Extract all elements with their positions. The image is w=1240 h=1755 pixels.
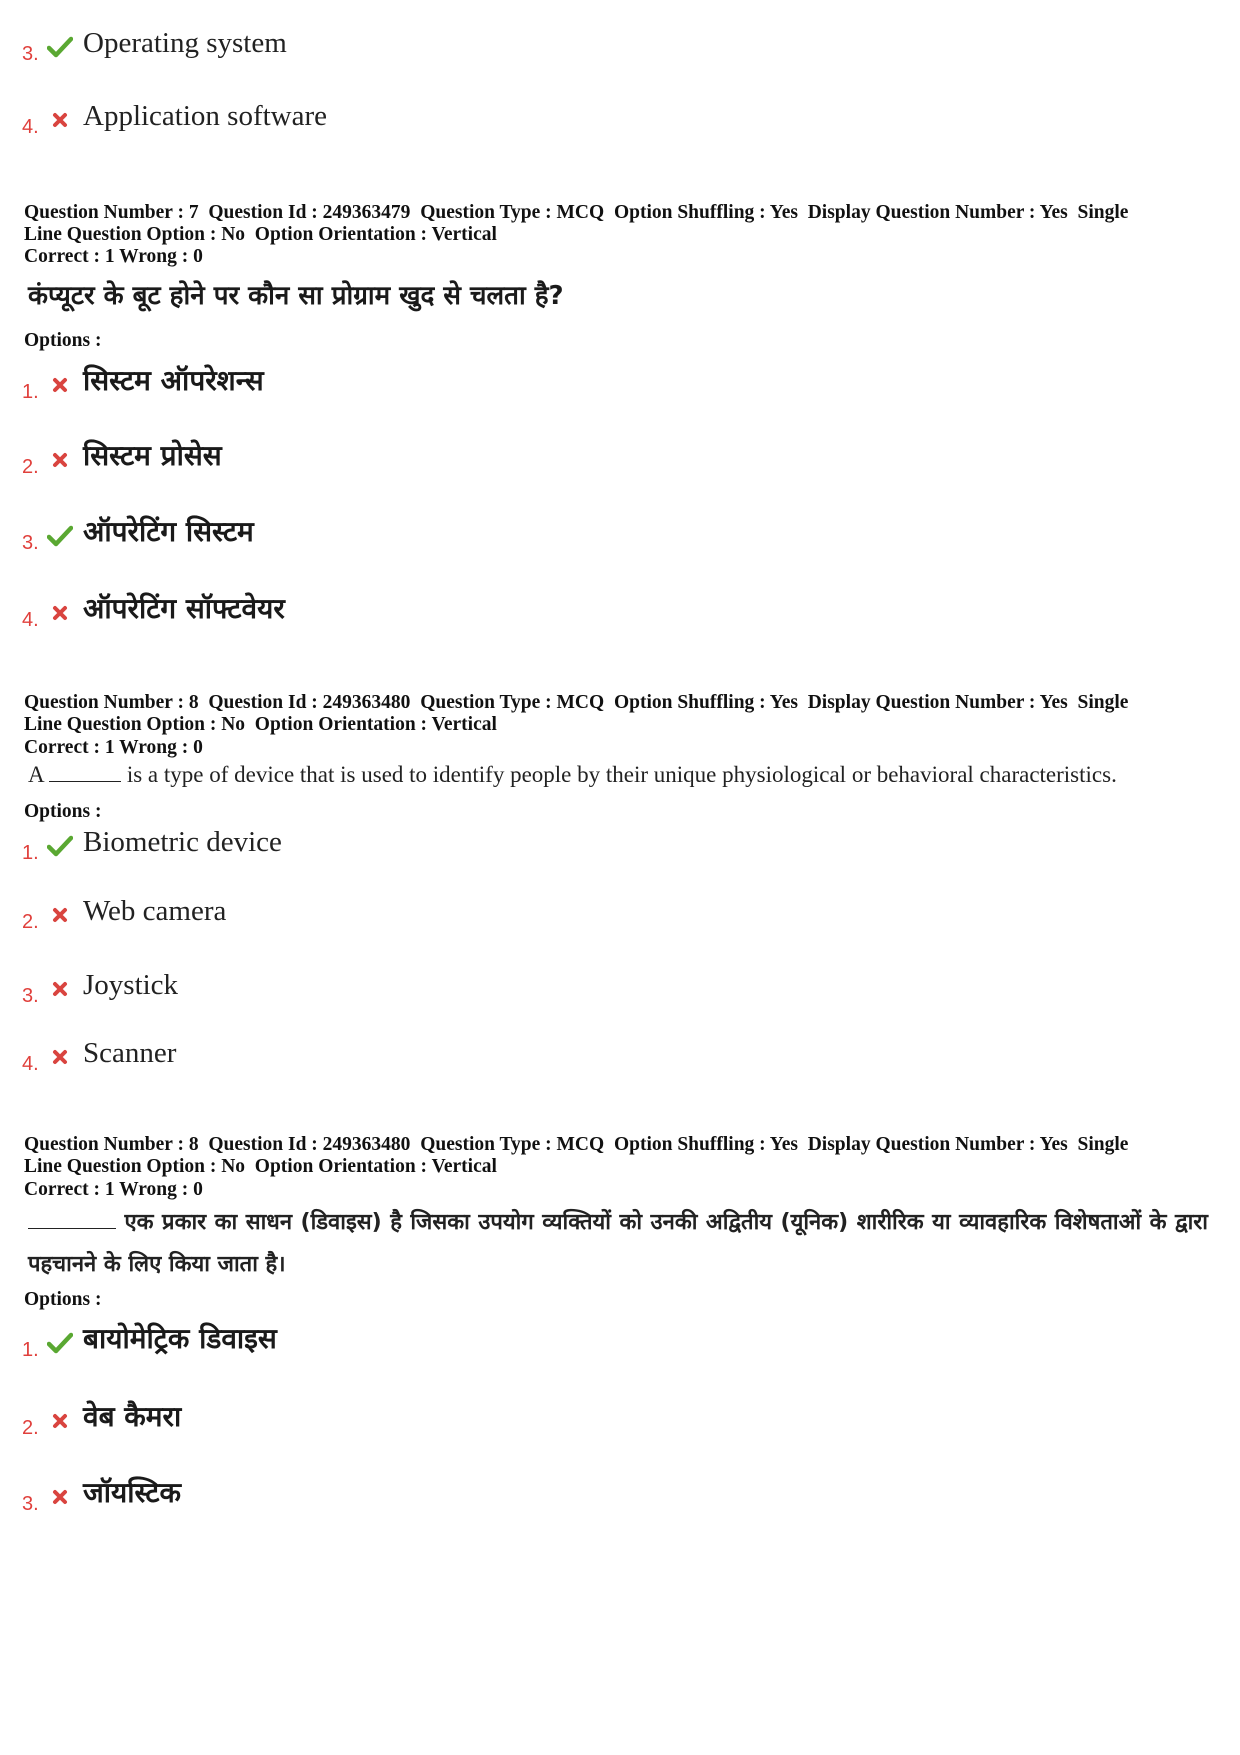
option-text: Operating system: [83, 27, 287, 59]
option-number: 4.: [22, 1053, 39, 1075]
option-row: [22, 437, 222, 477]
option-row: [22, 892, 226, 932]
option-text: ऑपरेटिंग सिस्टम: [83, 515, 254, 548]
question-type: Question Type : MCQ: [420, 1134, 605, 1155]
option-row: [22, 1320, 277, 1360]
question-text-before: A: [28, 762, 44, 787]
option-text: Application software: [83, 100, 328, 132]
question-text-after: is a type of device that is used to identify people by their unique physiological or behavioral characteristics.: [126, 762, 1117, 787]
option-row: [22, 97, 327, 137]
option-text: बायोमेट्रिक डिवाइस: [83, 1322, 277, 1355]
option-number: 3.: [22, 1493, 39, 1515]
option-number: 3.: [22, 532, 39, 554]
question-text-after: एक प्रकार का साधन (डिवाइस) है जिसका उपयोग व्यक्तियों को उनकी अद्वितीय (यूनिक) शारीरिक या व्यावहारिक विशेषताओं के द्वारा पहचानने के लिए किया जाता है।: [28, 1210, 1208, 1277]
option-row: [22, 590, 285, 630]
option-text: Joystick: [83, 969, 179, 1001]
option-number: 1.: [22, 842, 39, 864]
option-row: [22, 24, 287, 64]
option-text: वेब कैमरा: [83, 1400, 182, 1433]
question-id: Question Id : 249363480: [208, 692, 411, 713]
option-row: [22, 1034, 176, 1074]
answer-blank: [49, 763, 121, 782]
question-meta: [24, 692, 1220, 736]
option-shuffling: Option Shuffling : Yes: [613, 1134, 798, 1155]
options-label: Options :: [24, 330, 102, 351]
check-icon: [47, 525, 73, 547]
cross-icon: [47, 978, 73, 1000]
question-number: Question Number : 8: [24, 1134, 199, 1155]
display-question-number: Display Question Number : Yes: [807, 202, 1068, 223]
option-text: Biometric device: [83, 826, 282, 858]
option-text: Web camera: [83, 895, 227, 927]
option-number: 1.: [22, 381, 39, 403]
option-text: जॉयस्टिक: [83, 1476, 182, 1509]
question-text: [28, 1202, 1208, 1286]
check-icon: [47, 36, 73, 58]
question-text: [28, 762, 1117, 788]
option-row: [22, 1398, 181, 1438]
single-label: Single: [1077, 202, 1129, 223]
score-line: Correct : 1 Wrong : 0: [24, 737, 203, 758]
check-icon: [47, 1332, 73, 1354]
single-label: Single: [1077, 692, 1129, 713]
option-row: [22, 1474, 181, 1514]
option-number: 3.: [22, 43, 39, 65]
option-number: 2.: [22, 1417, 39, 1439]
single-line-option: Line Question Option : No: [24, 714, 246, 735]
display-question-number: Display Question Number : Yes: [807, 692, 1068, 713]
option-number: 2.: [22, 456, 39, 478]
cross-icon: [47, 602, 73, 624]
option-number: 1.: [22, 1339, 39, 1361]
question-number: Question Number : 7: [24, 202, 199, 223]
cross-icon: [47, 1046, 73, 1068]
option-text: Scanner: [83, 1037, 177, 1069]
cross-icon: [47, 1410, 73, 1432]
question-meta: [24, 1134, 1220, 1178]
options-label: Options :: [24, 1289, 102, 1310]
question-id: Question Id : 249363479: [208, 202, 411, 223]
single-label: Single: [1077, 1134, 1129, 1155]
option-text: सिस्टम ऑपरेशन्स: [83, 364, 264, 397]
option-shuffling: Option Shuffling : Yes: [613, 692, 798, 713]
question-meta: [24, 202, 1220, 246]
cross-icon: [47, 374, 73, 396]
option-row: [22, 966, 178, 1006]
check-icon: [47, 835, 73, 857]
single-line-option: Line Question Option : No: [24, 1156, 246, 1177]
options-label: Options :: [24, 801, 102, 822]
option-text: सिस्टम प्रोसेस: [83, 439, 222, 472]
option-orientation: Option Orientation : Vertical: [254, 224, 497, 245]
score-line: Correct : 1 Wrong : 0: [24, 1179, 203, 1200]
cross-icon: [47, 109, 73, 131]
question-text: कंप्यूटर के बूट होने पर कौन सा प्रोग्राम खुद से चलता है?: [28, 281, 564, 311]
question-id: Question Id : 249363480: [208, 1134, 411, 1155]
question-type: Question Type : MCQ: [420, 202, 605, 223]
option-number: 3.: [22, 985, 39, 1007]
option-row: [22, 823, 282, 863]
score-line: Correct : 1 Wrong : 0: [24, 246, 203, 267]
option-number: 4.: [22, 609, 39, 631]
option-shuffling: Option Shuffling : Yes: [613, 202, 798, 223]
single-line-option: Line Question Option : No: [24, 224, 246, 245]
option-orientation: Option Orientation : Vertical: [254, 714, 497, 735]
display-question-number: Display Question Number : Yes: [807, 1134, 1068, 1155]
option-number: 2.: [22, 911, 39, 933]
option-row: [22, 513, 254, 553]
cross-icon: [47, 1486, 73, 1508]
option-text: ऑपरेटिंग सॉफ्टवेयर: [83, 592, 285, 625]
answer-blank: [28, 1210, 116, 1229]
question-type: Question Type : MCQ: [420, 692, 605, 713]
option-orientation: Option Orientation : Vertical: [254, 1156, 497, 1177]
cross-icon: [47, 904, 73, 926]
option-row: [22, 362, 264, 402]
option-number: 4.: [22, 116, 39, 138]
question-number: Question Number : 8: [24, 692, 199, 713]
cross-icon: [47, 449, 73, 471]
